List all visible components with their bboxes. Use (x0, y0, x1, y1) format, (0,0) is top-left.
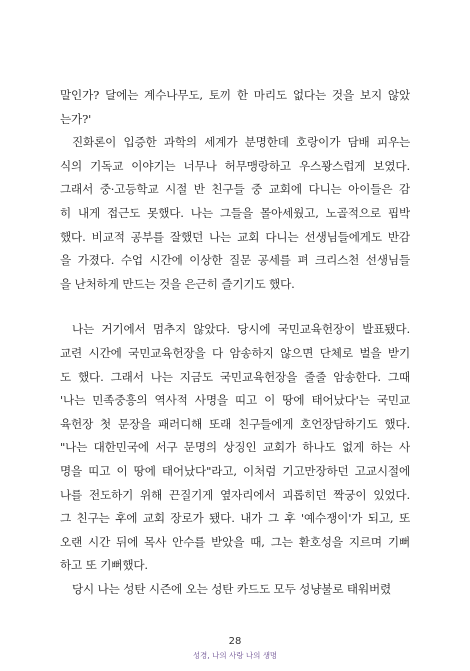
text-line: 식의 기독교 이야기는 너무나 허무맹랑하고 우스꽝스럽게 보였다. (60, 158, 410, 173)
paragraph-gap (60, 296, 410, 318)
text-line: 당시 나는 성탄 시즌에 오는 성탄 카드도 모두 성냥불로 태워버렸 (72, 581, 392, 596)
text-line: 나는 거기에서 멈추지 않았다. 당시에 국민교육헌장이 발표됐다. (72, 322, 410, 337)
text-line: 을 가졌다. 수업 시간에 이상한 질문 공세를 펴 크리스천 선생님들 (60, 253, 410, 268)
text-line: 그 친구는 후에 교회 장로가 됐다. 내가 그 후 '예수쟁이'가 되고, 또 (60, 511, 410, 526)
paragraph (60, 131, 410, 296)
text-line: 을 난처하게 만드는 것을 은근히 즐기기도 했다. (60, 276, 295, 291)
page-number: 28 (228, 636, 242, 647)
text-line: 오랜 시간 뒤에 목사 안수를 받았을 때, 그는 환호성을 지르며 기뻐 (60, 534, 410, 549)
paragraph (60, 84, 410, 131)
paragraph (60, 578, 410, 602)
paragraph (60, 318, 410, 578)
text-line: 진화론이 입증한 과학의 세계가 분명한데 호랑이가 담배 피우는 (72, 135, 410, 150)
text-line: 나를 전도하기 위해 끈질기게 옆자리에서 괴롭히던 짝궁이 있었다. (60, 487, 410, 502)
text-line: 그래서 중·고등학교 시절 반 친구들 중 교회에 다니는 아이들은 감 (60, 182, 410, 197)
text-line: 하고 또 기뻐했다. (60, 558, 148, 573)
text-line: '나는 민족중흥의 역사적 사명을 띠고 이 땅에 태어났다'는 국민교 (60, 393, 410, 408)
text-line: 교련 시간에 국민교육헌장을 다 암송하지 않으면 단체로 벌을 받기 (60, 345, 410, 360)
text-line: 명을 띠고 이 땅에 태어났다"라고, 이처럼 기고만장하던 고교시절에 (60, 463, 410, 478)
text-line: 했다. 비교적 공부를 잘했던 나는 교회 다니는 선생님들에게도 반감 (60, 229, 410, 244)
text-line: 육헌장 첫 문장을 패러디해 또래 친구들에게 호언장담하기도 했다. (60, 416, 410, 431)
body-text (60, 84, 410, 601)
text-line: 말인가? 달에는 계수나무도, 토끼 한 마리도 없다는 것을 보지 않았 (60, 88, 410, 102)
text-line: 는가?' (60, 111, 92, 126)
text-line: "나는 대한민국에 서구 문명의 상징인 교회가 하나도 없게 하는 사 (60, 440, 410, 455)
text-line: 히 내게 접근도 못했다. 나는 그들을 몰아세웠고, 노골적으로 핍박 (60, 205, 410, 220)
text-line: 도 했다. 그래서 나는 지금도 국민교육헌장을 줄줄 암송한다. 그때 (60, 369, 410, 384)
book-title: 성경, 나의 사랑 나의 생명 (192, 651, 278, 660)
